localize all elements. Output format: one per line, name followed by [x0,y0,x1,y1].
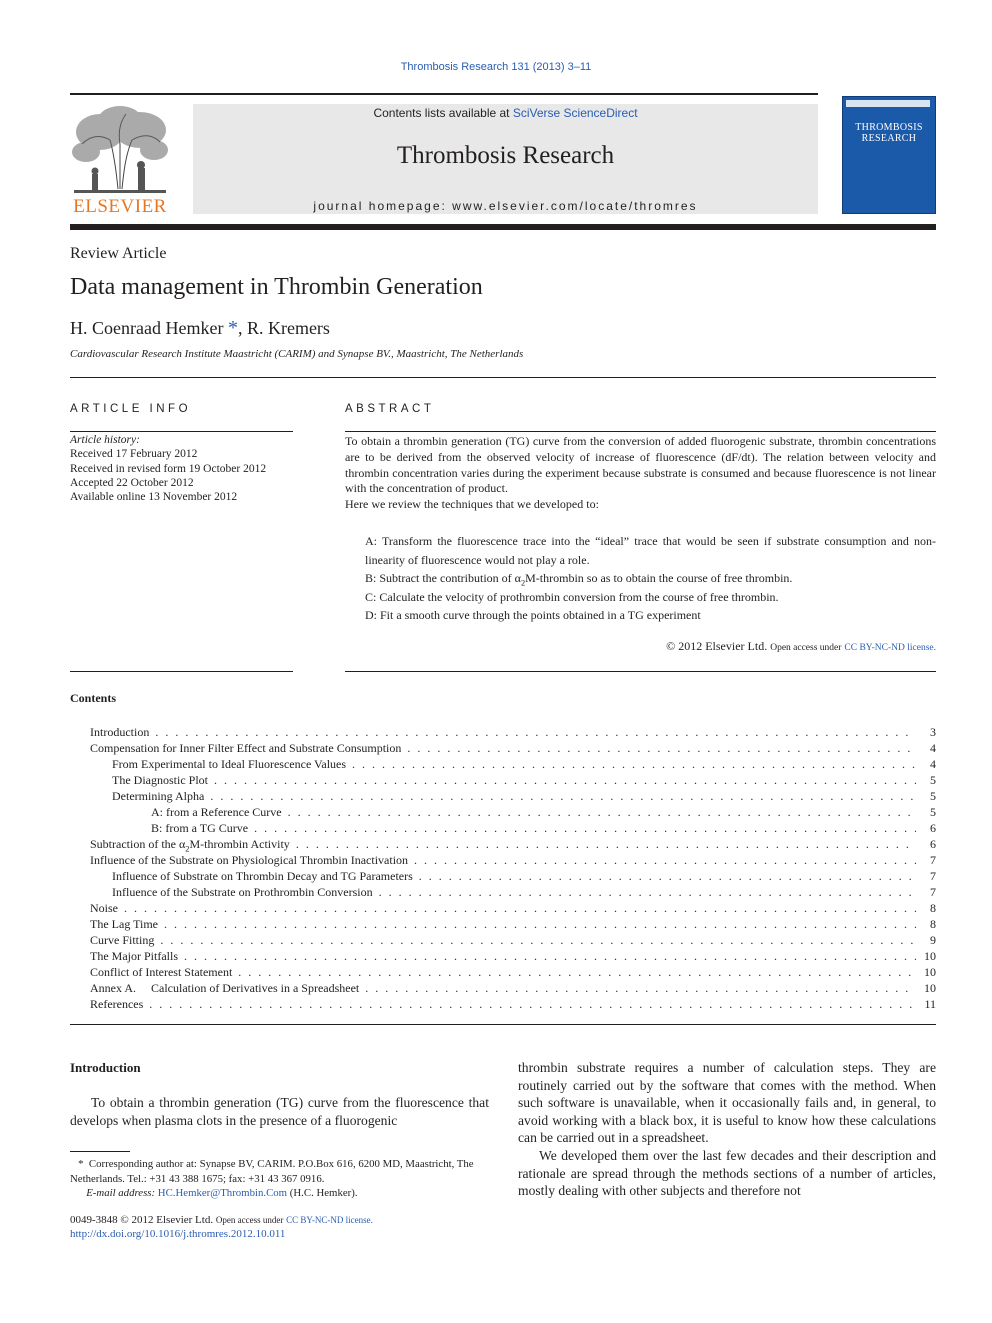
toc-entry[interactable] [90,933,936,949]
article-info-rule [70,431,293,432]
toc-entry[interactable] [90,853,936,869]
toc-entry[interactable] [90,789,936,805]
toc-entry-title: Compensation for Inner Filter Effect and Substrate Consumption [90,741,402,755]
corresponding-author-mark[interactable]: * [227,317,238,339]
toc-leader [419,869,916,884]
cover-title-line2: RESEARCH [861,133,917,144]
toc-leader [164,917,916,932]
header-thick-rule [70,224,936,230]
toc-entry-title: Determining Alpha [112,789,205,803]
received-date: Received 17 February 2012 [70,448,198,461]
abstract-text [345,434,936,513]
toc-entry-page: 10 [924,949,936,963]
article-info-bottom-rule [70,671,293,672]
toc-entry[interactable] [90,837,936,853]
abstract-item-d: D: Fit a smooth curve through the points obtained in a TG experiment [365,608,701,622]
toc-entry[interactable] [90,773,936,789]
abstract-rule [345,431,936,432]
contents-bottom-rule [70,1024,936,1025]
toc-entry-title: The Major Pitfalls [90,949,178,963]
doi-link[interactable]: http://dx.doi.org/10.1016/j.thromres.2012.10.011 [70,1228,286,1240]
toc-entry-title: Curve Fitting [90,933,155,947]
toc-entry-title [90,837,290,852]
toc-leader [160,933,916,948]
toc-entry[interactable] [90,901,936,917]
toc-leader [238,965,916,980]
revised-date: Received in revised form 19 October 2012 [70,462,267,475]
article-info-heading: ARTICLE INFO [70,403,192,415]
abstract-item-c: C: Calculate the velocity of prothrombin conversion from the course of free thrombin. [365,589,779,604]
toc-entry-page: 7 [930,869,936,883]
journal-cover[interactable] [842,96,936,214]
toc-leader [149,997,916,1012]
email-suffix: (H.C. Hemker). [289,1187,358,1199]
toc-entry-page: 9 [930,933,936,947]
toc-entry[interactable] [90,757,936,773]
abstract-copyright [345,639,936,654]
toc-leader [365,981,916,996]
toc-entry-title: Annex A. Calculation of Derivatives in a Spreadsheet [90,981,360,995]
toc-leader [254,821,916,836]
toc-entry-page: 5 [930,789,936,803]
toc-leader [124,901,916,916]
abstract-heading: ABSTRACT [345,403,435,415]
table-of-contents [90,725,936,1013]
introduction-heading: Introduction [70,1060,141,1075]
toc-entry[interactable] [90,821,936,837]
toc-entry-page: 8 [930,901,936,915]
license-link[interactable]: CC BY-NC-ND license. [844,643,936,653]
toc-entry-title: Conflict of Interest Statement [90,965,233,979]
toc-entry-page: 3 [930,725,936,739]
abstract-item-b [365,569,936,588]
intro-paragraph-continued: thrombin substrate requires a number of calculation steps. They are routinely carried out by the software that comes with the method. When such software is unavailable, when it occasionally fails and, in general, to avoid working with a black box, it is useful to know how these calculations can be carried out in a spreadsheet. [518,1060,936,1146]
toc-entry[interactable] [90,741,936,757]
authors [70,317,330,340]
toc-entry-title: The Lag Time [90,917,158,931]
item-b-pre: B: Subtract the contribution of α [365,571,521,585]
toc-entry-page: 7 [930,853,936,867]
toc-entry-title: Influence of the Substrate on Prothrombin Conversion [112,885,373,899]
corresponding-author-footnote [70,1157,489,1201]
author-2: , R. Kremers [237,318,330,338]
toc-entry-page: 4 [930,757,936,771]
contents-heading: Contents [70,691,117,705]
abstract-items [365,532,936,625]
toc-entry-page: 10 [924,981,936,995]
intro-paragraph-2: We developed them over the last few decades and their description and rationale are spread through the methods sections of a number of articles, mostly dealing with other subjects and therefore not [518,1148,936,1199]
abstract-intro-line: Here we review the techniques that we developed to: [345,497,599,512]
toc-entry-page: 7 [930,885,936,899]
toc-entry-title: Influence of the Substrate on Physiological Thrombin Inactivation [90,853,409,867]
toc-entry-title: References [90,997,144,1011]
email-link[interactable]: HC.Hemker@Thrombin.Com [157,1187,288,1199]
author-1: H. Coenraad Hemker [70,318,224,338]
toc-entry-page: 8 [930,917,936,931]
toc-title-pre: Subtraction of the α [90,837,186,851]
toc-entry[interactable] [90,917,936,933]
item-b-sub: 2 [520,578,526,588]
toc-entry[interactable] [90,725,936,741]
toc-entry[interactable] [90,869,936,885]
issn-text: 0049-3848 © 2012 Elsevier Ltd. [70,1214,214,1226]
footer-open-access: Open access under [215,1215,284,1225]
abstract-bottom-rule [345,671,936,672]
toc-leader [352,757,916,772]
toc-entry-title: The Diagnostic Plot [112,773,208,787]
footnote-mark: * [78,1158,84,1170]
toc-title-post: M-thrombin Activity [189,837,290,851]
toc-entry-page: 5 [930,805,936,819]
toc-entry-title: Introduction [90,725,150,739]
abstract-paragraph: To obtain a thrombin generation (TG) curve from the conversion of added fluorogenic substrate, thrombin concentrations are to be derived from the observed velocity of increase of fluorescence (dF/dt). The relation between velocity and thrombin concentration varies during the experiment because substrate is consumed and because fluorescence is not linear with the concentration of product. [345,434,936,496]
toc-entry-page: 6 [930,837,936,851]
cover-title [842,122,936,144]
article-title: Data management in Thrombin Generation [70,274,483,300]
toc-entry[interactable] [90,981,936,997]
toc-entry-title: A: from a Reference Curve [151,805,282,819]
toc-entry[interactable] [90,949,936,965]
issn-line [70,1214,373,1226]
elsevier-wordmark: ELSEVIER [73,196,167,217]
toc-entry-page: 4 [930,741,936,755]
toc-entry-page: 11 [924,997,936,1011]
contents-prefix: Contents lists available at [373,106,513,120]
toc-entry-title: From Experimental to Ideal Fluorescence Values [112,757,347,771]
footer-license-link[interactable]: CC BY-NC-ND license. [286,1215,373,1225]
toc-leader [210,789,916,804]
abstract-item-a: A: Transform the fluorescence trace into the “ideal” trace that would be seen if substrate consumption and non-linearity of fluorescence would not play a role. [365,534,936,567]
intro-paragraph-1: To obtain a thrombin generation (TG) curve from the fluorescence that develops when plasma clots in the presence of a fluorogenic [70,1095,489,1128]
footnote-corresponding: Corresponding author at: Synapse BV, CARIM. P.O.Box 616, 6200 MD, Maastricht, The Netherlands. Tel.: +31 43 388 1675; fax: +31 43 367 0916. [70,1158,474,1185]
cover-title-line1: THROMBOSIS [855,122,923,133]
toc-title-sub: 2 [185,844,190,854]
sciencedirect-link[interactable]: SciVerse ScienceDirect [512,106,638,120]
footnote-rule [70,1151,130,1152]
toc-entry-title: Influence of Substrate on Thrombin Decay and TG Parameters [112,869,413,883]
journal-reference[interactable]: Thrombosis Research 131 (2013) 3–11 [400,61,592,73]
journal-homepage[interactable]: journal homepage: www.elsevier.com/locate/thromres [313,199,698,213]
header-top-rule [70,93,818,95]
toc-leader [379,885,916,900]
toc-leader [414,853,916,868]
journal-title: Thrombosis Research [396,142,615,169]
contents-availability [193,106,818,120]
toc-entry[interactable] [90,965,936,981]
toc-entry-title: B: from a TG Curve [151,821,249,835]
toc-entry[interactable] [90,805,936,821]
cover-header-strip [846,100,930,107]
toc-leader [288,805,916,820]
toc-entry-page: 6 [930,821,936,835]
copyright-text: © 2012 Elsevier Ltd. [666,639,768,653]
toc-entry-title: Noise [90,901,118,915]
toc-entry-page: 10 [924,965,936,979]
toc-leader [184,949,916,964]
footnote-address [70,1157,489,1186]
toc-entry[interactable] [90,885,936,901]
open-access-label: Open access under [770,643,842,653]
toc-leader [296,837,916,852]
toc-entry-page: 5 [930,773,936,787]
toc-leader [214,773,916,788]
toc-entry[interactable] [90,997,936,1013]
toc-leader [407,741,916,756]
item-b-post: M-thrombin so as to obtain the course of free thrombin. [525,571,793,585]
article-history [70,433,266,504]
email-label: E-mail address: [86,1187,156,1199]
accepted-date: Accepted 22 October 2012 [70,476,194,489]
footnote-email [70,1186,489,1201]
affiliation: Cardiovascular Research Institute Maastricht (CARIM) and Synapse BV., Maastricht, The Netherlands [70,348,524,360]
online-date: Available online 13 November 2012 [70,491,238,504]
title-rule [70,377,936,378]
toc-leader [155,725,916,740]
article-type: Review Article [70,245,167,262]
history-label: Article history: [70,434,140,446]
